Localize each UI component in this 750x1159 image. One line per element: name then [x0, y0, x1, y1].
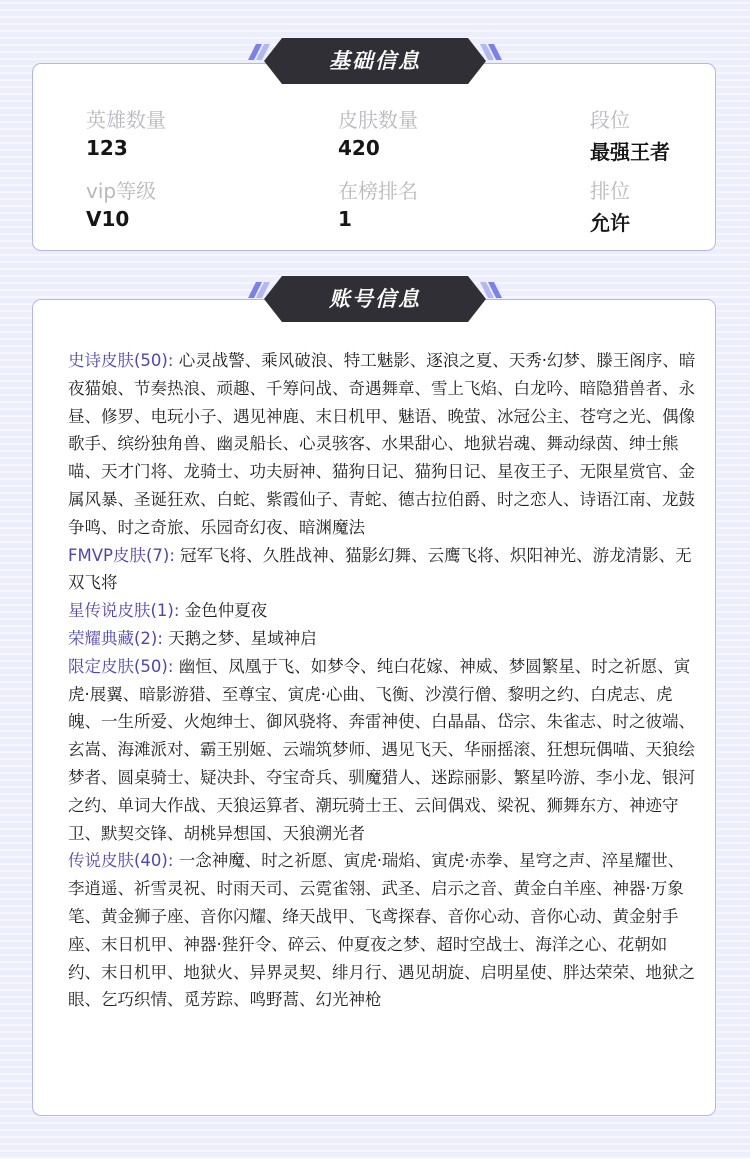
- stat-value: V10: [86, 207, 130, 231]
- skin-group-fmvp: [68, 542, 696, 598]
- basic-info-banner: [248, 38, 502, 84]
- skin-category-label: 限定皮肤(50):: [68, 656, 174, 676]
- stat-value: 420: [338, 136, 380, 160]
- skin-category-label: 传说皮肤(40):: [68, 851, 174, 871]
- skin-items: 一念神魔、时之祈愿、寅虎·瑞焰、寅虎·赤拳、星穹之声、淬星耀世、李逍遥、祈雪灵祝、时雨天司、云霓雀翎、武圣、启示之音、黄金白羊座、神器·万象笔、黄金狮子座、音你闪耀、绛天战甲、飞鸢探春、音你心动、音你心动、黄金射手座、末日机甲、神器·狴犴令、碎云、仲夏夜之梦、超时空战士、海洋之心、花朝如约、末日机甲、地狱火、异界灵契、绯月行、遇见胡旋、启明星使、胖达荣荣、地狱之眼、乞巧织情、觅芳踪、鸣野蒿、幻光神枪: [68, 851, 695, 1010]
- stat-label: vip等级: [86, 179, 157, 203]
- skin-list: [68, 347, 696, 1014]
- account-info-banner: [248, 276, 502, 322]
- skin-items: 幽恒、凤凰于飞、如梦令、纯白花嫁、神威、梦圆繁星、时之祈愿、寅虎·展翼、暗影游猎、至尊宝、寅虎·心曲、飞衡、沙漠行僧、黎明之约、白虎志、虎魄、一生所爱、火炮绅士、御风骁将、奔雷神使、白晶晶、岱宗、朱雀志、时之彼端、玄嵩、海滩派对、霸王别姬、云端筑梦师、遇见飞天、华丽摇滚、狂想玩偶喵、天狼绘梦者、圆桌骑士、疑决卦、夺宝奇兵、驯魔猎人、迷踪丽影、繁星吟游、李小龙、银河之约、单词大作战、天狼运算者、潮玩骑士王、云间偶戏、梁祝、狮舞东方、神迹守卫、默契交锋、胡桃异想国、天狼溯光者: [68, 656, 695, 843]
- skin-items: 冠军飞将、久胜战神、猫影幻舞、云鹰飞将、炽阳神光、游龙清影、无双飞将: [68, 545, 692, 593]
- skin-category-label: 史诗皮肤(50):: [68, 351, 174, 370]
- stat-value: 允许: [590, 211, 630, 235]
- skin-category-label: FMVP皮肤(7):: [68, 545, 175, 565]
- skin-group-legend: [68, 847, 696, 1014]
- skin-group-limited: [68, 653, 696, 848]
- stat-value: 123: [86, 136, 128, 160]
- stat-label: 在榜排名: [338, 179, 418, 203]
- account-info-title: 账号信息: [329, 287, 421, 311]
- stat-label: 英雄数量: [86, 108, 166, 132]
- stat-label: 排位: [590, 179, 630, 203]
- skin-items: 金色仲夏夜: [184, 601, 268, 621]
- skin-group-glory-collection: [68, 625, 696, 653]
- skin-category-label: 荣耀典藏(2):: [68, 628, 163, 648]
- skin-category-label: 星传说皮肤(1):: [68, 601, 180, 621]
- skin-items: 心灵战警、乘风破浪、特工魅影、逐浪之夏、天秀·幻梦、滕王阁序、暗夜猫娘、节奏热浪、顽趣、千筹问战、奇遇舞章、雪上飞焰、白龙吟、暗隐猎兽者、永昼、修罗、电玩小子、遇见神鹿、末日机甲、魅语、晚萤、冰冠公主、苍穹之光、偶像歌手、缤纷独角兽、幽灵船长、心灵骇客、水果甜心、地狱岩魂、舞动绿茵、绅士熊喵、天才门将、龙骑士、功夫厨神、猫狗日记、猫狗日记、星夜王子、无限星赏官、金属风暴、圣诞狂欢、白蛇、紫霞仙子、青蛇、德古拉伯爵、时之恋人、诗语江南、龙鼓争鸣、时之奇旅、乐园奇幻夜、暗渊魔法: [68, 351, 696, 537]
- skin-group-star-legend: [68, 597, 696, 625]
- stat-value: 1: [338, 207, 352, 231]
- skin-group-epic: [68, 347, 696, 542]
- skin-items: 天鹅之梦、星域神启: [168, 628, 317, 648]
- basic-info-title: 基础信息: [329, 49, 421, 73]
- stat-label: 皮肤数量: [338, 108, 418, 132]
- stat-label: 段位: [590, 108, 630, 132]
- stat-value: 最强王者: [590, 140, 670, 164]
